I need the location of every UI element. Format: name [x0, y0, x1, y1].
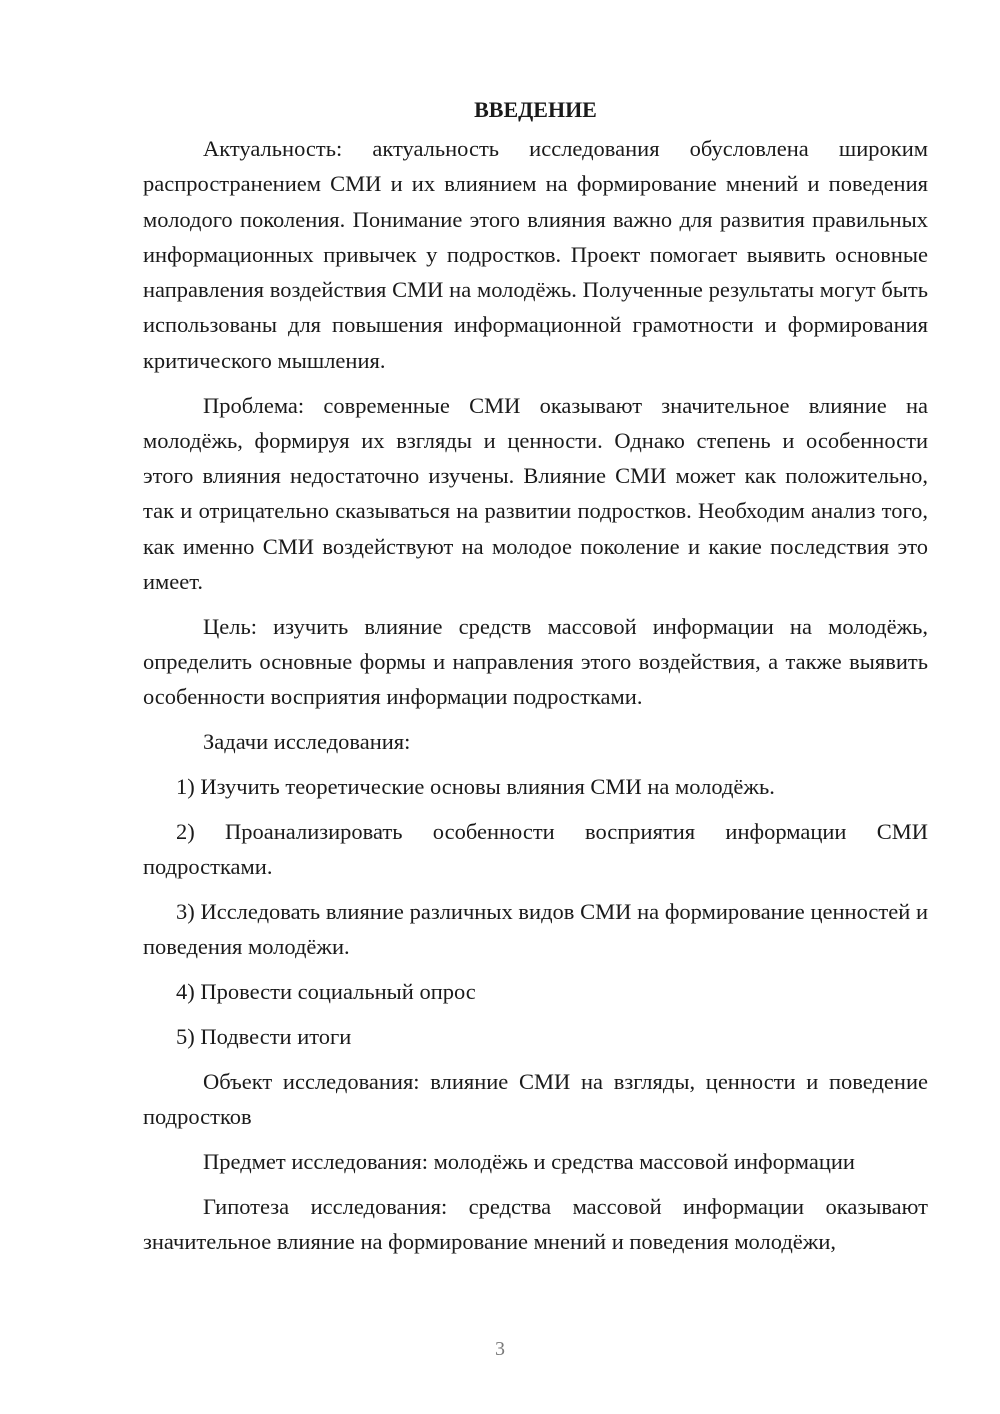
section-title: ВВЕДЕНИЕ: [474, 97, 597, 122]
page-number: 3: [495, 1338, 505, 1360]
task-item: 4) Провести социальный опрос: [176, 979, 476, 1005]
problem-paragraph: Проблема: современные СМИ оказывают значительное влияние на молодёжь, формируя их взгляды и ценности. Однако степень и особенности этого влияния недостаточно изучены. Влияние СМИ может как положительно, так и отрицательно сказываться на развитии подростков. Необходим анализ того, как именно СМИ воздействуют на молодое поколение и какие последствия это имеет.: [143, 392, 928, 595]
tasks-heading: Задачи исследования:: [203, 729, 411, 755]
relevance-paragraph: Актуальность: актуальность исследования обусловлена широким распространением СМИ и их влиянием на формирование мнений и поведения молодого поколения. Понимание этого влияния важно для развития правильных информационных привычек у подростков. Проект помогает выявить основные направления воздействия СМИ на молодёжь. Полученные результаты могут быть использованы для повышения информационной грамотности и формирования критического мышления.: [143, 136, 928, 373]
page-body: [143, 92, 928, 1259]
task-item: 3) Исследовать влияние различных видов СМИ на формирование ценностей и поведения молодёжи.: [143, 898, 928, 960]
task-item: 2) Проанализировать особенности восприятия информации СМИ подростками.: [143, 818, 928, 880]
hypothesis-paragraph: Гипотеза исследования: средства массовой информации оказывают значительное влияние на формирование мнений и поведения молодёжи,: [143, 1193, 928, 1254]
subject-paragraph: Предмет исследования: молодёжь и средства массовой информации: [203, 1148, 855, 1174]
object-paragraph: Объект исследования: влияние СМИ на взгляды, ценности и поведение подростков: [143, 1068, 928, 1129]
task-item: 5) Подвести итоги: [176, 1023, 352, 1049]
task-item: 1) Изучить теоретические основы влияния СМИ на молодёжь.: [176, 774, 775, 800]
goal-paragraph: Цель: изучить влияние средств массовой информации на молодёжь, определить основные формы и направления этого воздействия, а также выявить особенности восприятия информации подростками.: [143, 613, 928, 710]
